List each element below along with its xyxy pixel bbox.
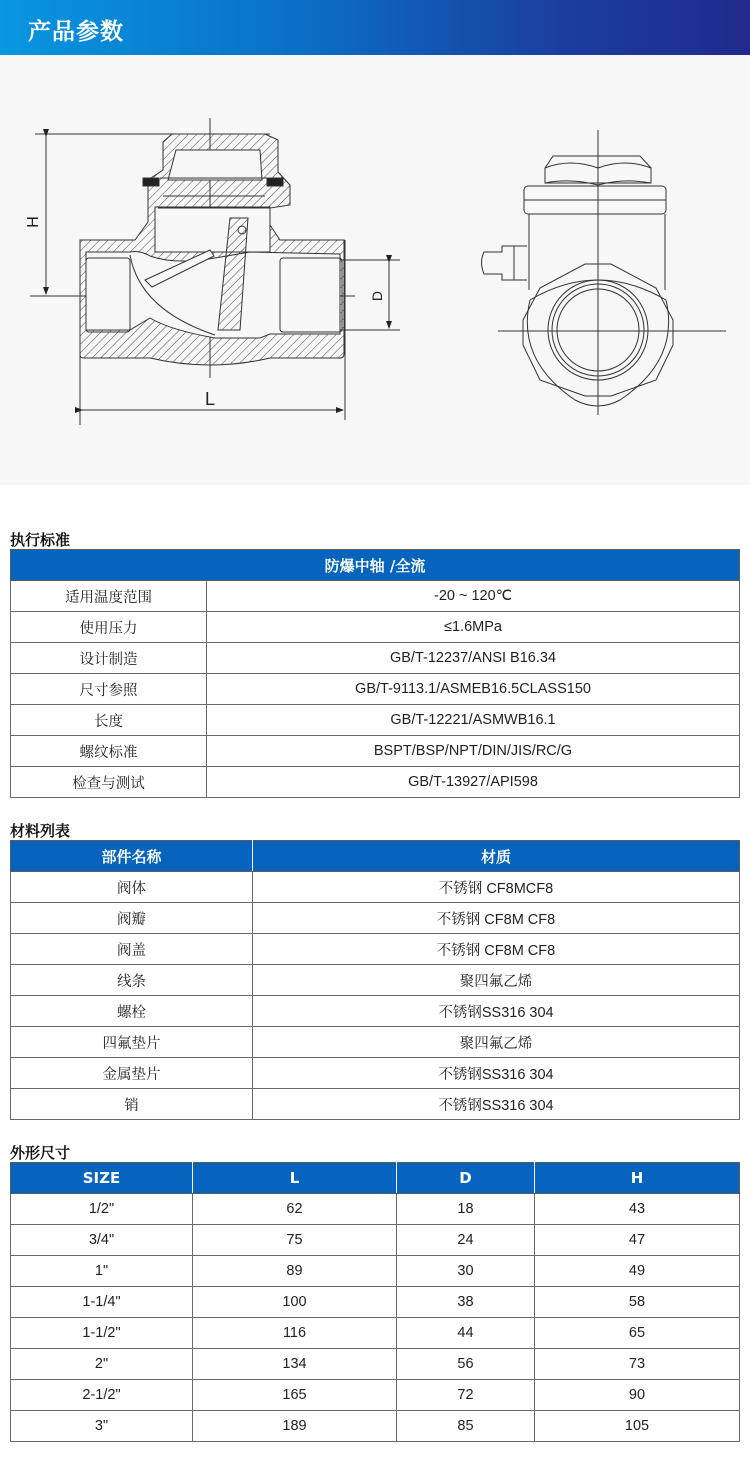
standard-label: 尺寸参照 — [11, 674, 207, 705]
materials-section-title: 材料列表 — [10, 822, 71, 840]
table-row — [11, 934, 740, 965]
part-name: 螺栓 — [11, 996, 253, 1027]
l-cell: 75 — [193, 1225, 397, 1256]
part-name: 阀体 — [11, 872, 253, 903]
l-cell: 100 — [193, 1287, 397, 1318]
part-name: 阀盖 — [11, 934, 253, 965]
banner-title: 产品参数 — [28, 19, 124, 45]
materials-header-part: 部件名称 — [11, 841, 253, 872]
dimensions-header-d: D — [397, 1163, 535, 1194]
side-section-view — [30, 118, 400, 425]
part-name: 阀瓣 — [11, 903, 253, 934]
d-cell: 30 — [397, 1256, 535, 1287]
h-cell: 49 — [535, 1256, 740, 1287]
standard-label: 长度 — [11, 705, 207, 736]
standard-value: -20 ~ 120℃ — [207, 581, 740, 612]
standard-value: ≤1.6MPa — [207, 612, 740, 643]
table-row — [11, 872, 740, 903]
standards-table — [10, 549, 740, 798]
table-row — [11, 767, 740, 798]
materials-header-material: 材质 — [253, 841, 740, 872]
h-cell: 105 — [535, 1411, 740, 1442]
d-cell: 44 — [397, 1318, 535, 1349]
table-row — [11, 1411, 740, 1442]
table-row — [11, 996, 740, 1027]
table-row — [11, 1287, 740, 1318]
h-cell: 47 — [535, 1225, 740, 1256]
table-row — [11, 1089, 740, 1120]
size-cell: 2-1/2" — [11, 1380, 193, 1411]
table-row — [11, 705, 740, 736]
standard-label: 适用温度范围 — [11, 581, 207, 612]
valve-drawing-svg — [0, 55, 750, 485]
size-cell: 3/4" — [11, 1225, 193, 1256]
dimensions-header-h: H — [535, 1163, 740, 1194]
l-cell: 134 — [193, 1349, 397, 1380]
table-row — [11, 965, 740, 996]
part-name: 线条 — [11, 965, 253, 996]
standard-label: 检查与测试 — [11, 767, 207, 798]
size-cell: 3" — [11, 1411, 193, 1442]
h-cell: 90 — [535, 1380, 740, 1411]
l-cell: 165 — [193, 1380, 397, 1411]
dimensions-table — [10, 1162, 740, 1442]
material: 不锈钢 CF8M CF8 — [253, 903, 740, 934]
end-view — [482, 130, 727, 415]
table-row — [11, 1256, 740, 1287]
standard-label: 螺纹标准 — [11, 736, 207, 767]
table-row — [11, 1318, 740, 1349]
standard-value: GB/T-13927/API598 — [207, 767, 740, 798]
standard-value: BSPT/BSP/NPT/DIN/JIS/RC/G — [207, 736, 740, 767]
standard-label: 使用压力 — [11, 612, 207, 643]
h-cell: 43 — [535, 1194, 740, 1225]
l-cell: 62 — [193, 1194, 397, 1225]
standards-section-title: 执行标准 — [10, 531, 71, 549]
size-cell: 2" — [11, 1349, 193, 1380]
d-cell: 38 — [397, 1287, 535, 1318]
table-row — [11, 1027, 740, 1058]
dimensions-section-title: 外形尺寸 — [10, 1144, 71, 1162]
l-cell: 189 — [193, 1411, 397, 1442]
materials-table — [10, 840, 740, 1120]
standard-value: GB/T-12221/ASMWB16.1 — [207, 705, 740, 736]
dimensions-header-size: SIZE — [11, 1163, 193, 1194]
part-name: 销 — [11, 1089, 253, 1120]
table-row — [11, 1380, 740, 1411]
d-cell: 72 — [397, 1380, 535, 1411]
table-row — [11, 903, 740, 934]
dim-label-h: H — [25, 216, 42, 228]
standard-value: GB/T-9113.1/ASMEB16.5CLASS150 — [207, 674, 740, 705]
material: 不锈钢 CF8M CF8 — [253, 934, 740, 965]
d-cell: 18 — [397, 1194, 535, 1225]
material: 聚四氟乙烯 — [253, 965, 740, 996]
material: 聚四氟乙烯 — [253, 1027, 740, 1058]
standard-value: GB/T-12237/ANSI B16.34 — [207, 643, 740, 674]
standards-table-header: 防爆中轴 /全流 — [11, 550, 740, 581]
size-cell: 1-1/4" — [11, 1287, 193, 1318]
material: 不锈钢 CF8MCF8 — [253, 872, 740, 903]
size-cell: 1/2" — [11, 1194, 193, 1225]
d-cell: 24 — [397, 1225, 535, 1256]
table-row — [11, 1349, 740, 1380]
part-name: 金属垫片 — [11, 1058, 253, 1089]
table-row — [11, 612, 740, 643]
d-cell: 85 — [397, 1411, 535, 1442]
l-cell: 116 — [193, 1318, 397, 1349]
table-row — [11, 1225, 740, 1256]
material: 不锈钢SS316 304 — [253, 996, 740, 1027]
size-cell: 1-1/2" — [11, 1318, 193, 1349]
table-row — [11, 643, 740, 674]
standard-label: 设计制造 — [11, 643, 207, 674]
h-cell: 58 — [535, 1287, 740, 1318]
part-name: 四氟垫片 — [11, 1027, 253, 1058]
dim-label-l: L — [204, 389, 216, 409]
dim-label-d: D — [369, 290, 385, 302]
h-cell: 73 — [535, 1349, 740, 1380]
table-row — [11, 1058, 740, 1089]
d-cell: 56 — [397, 1349, 535, 1380]
technical-drawing — [0, 55, 750, 485]
h-cell: 65 — [535, 1318, 740, 1349]
material: 不锈钢SS316 304 — [253, 1089, 740, 1120]
size-cell: 1" — [11, 1256, 193, 1287]
table-row — [11, 1194, 740, 1225]
table-row — [11, 736, 740, 767]
table-row — [11, 674, 740, 705]
table-row — [11, 581, 740, 612]
material: 不锈钢SS316 304 — [253, 1058, 740, 1089]
l-cell: 89 — [193, 1256, 397, 1287]
section-banner — [0, 0, 750, 55]
dimensions-header-l: L — [193, 1163, 397, 1194]
